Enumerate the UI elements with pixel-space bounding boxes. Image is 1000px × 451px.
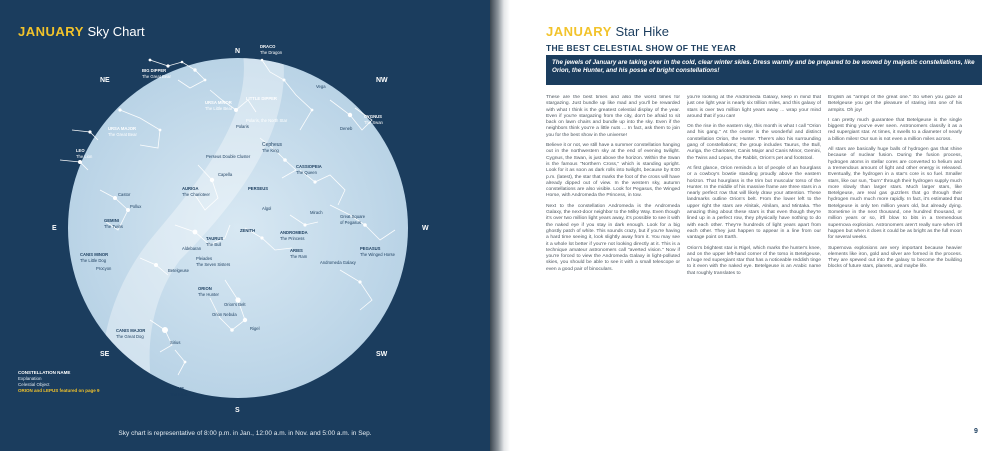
- label-orion: ORION: [198, 286, 212, 291]
- label-canis-major-sub: The Great Dog: [116, 334, 144, 339]
- text-column-1: [546, 95, 680, 405]
- label-taurus-sub: The Bull: [206, 242, 222, 247]
- label-leo: LEO: [76, 148, 85, 153]
- label-canis-minor: CANIS MINOR: [80, 252, 109, 257]
- label-ursa-major-sub: The Great Bear: [108, 132, 137, 137]
- label-aries: ARIES: [290, 248, 303, 253]
- label-deneb: Deneb: [340, 126, 353, 131]
- legend-explanation: Explanation: [18, 376, 42, 381]
- paragraph: I can pretty much guarantee that Betelgeuse is the single biggest thing you've ever seen. Astronomers classify it as a red supergiant star. At times, it swells to a diameter of nearly a billion miles! Our sun is not even a million miles across.: [828, 117, 962, 142]
- label-algol: Algol: [262, 206, 272, 211]
- label-cassiopeia: CASSIOPEIA: [296, 164, 322, 169]
- legend-object: Celestial Object: [18, 382, 50, 387]
- label-big-dipper-sub: The Great Bear: [142, 74, 171, 79]
- title-month: JANUARY: [546, 24, 612, 39]
- text-column-2: [687, 95, 821, 405]
- label-rigel: Rigel: [250, 326, 260, 331]
- paragraph: you're looking at the Andromeda Galaxy, keep in mind that just one light year is nearly six trillion miles, and this galaxy of stars is over two million light years away ... wrap your mind around that if you can!: [687, 95, 821, 119]
- paragraph: At first glance, Orion reminds a lot of people of an hourglass or a cowboy's bowtie standing proudly above the eastern horizon. That hourglass is the trim but muscular torso of the Hunter. In the middle of his massive frame are three stars in a nearly perfect row that will likely draw your attention. These landmarks outline Orion's belt. From the lower left to the upper right the stars are Alnitak, Alnilam, and Mintaka. The amazing thing about these stars is that even though they're lined up in a perfect row, they physically have nothing to do with each other. They're hundreds of light years apart from each other. They just happen to appear in a line from our vantage point on Earth.: [687, 165, 821, 241]
- compass-se: SE: [100, 351, 110, 358]
- compass-s: S: [235, 407, 240, 414]
- paragraph: Believe it or not, we still have a summer constellation hanging out in the northwestern sky at the end of evening twilight. Cygnus, the Swan, is just above the horizon. Within the Swan is the famous "Northern Cross," which is standing upright. Look for it as soon as dark rolls into twilight, because by 8:00 p.m. (latest), the star that marks the foot of the cross will have already dipped out of view. In the western sky, autumn constellations are also visible. Look for Pegasus, the Winged Horse, with Andromeda the Princess, in tow.: [546, 143, 680, 199]
- label-orion-sub: The Hunter: [198, 292, 219, 297]
- label-pegasus-sub: The Winged Horse: [360, 252, 395, 257]
- label-auriga: AURIGA: [182, 186, 199, 191]
- label-lepus-sub: The Hare: [170, 392, 188, 397]
- label-little-dipper: LITTLE DIPPER: [246, 96, 277, 101]
- label-ursa-minor: URSA MINOR: [205, 100, 232, 105]
- paragraph: On the rise in the eastern sky, this month is what I call "Orion and his gang." At the center is the wonderful and distinct constellation Orion, the Hunter. There's also his surrounding gang of constellations; the group includes Taurus, the Bull, Auriga, the Charioteer, Canis Major and Canis Minor, Gemini, the Twins and Lepus, the Rabbit, Orion's pet and footstool.: [687, 124, 821, 161]
- label-sirius: Sirius: [170, 340, 181, 345]
- compass-nw: NW: [376, 77, 388, 84]
- legend-featured: ORION and LEPUS featured on page 9: [18, 388, 100, 393]
- label-cygnus-sub: The Swan: [364, 120, 383, 125]
- label-pleiades: Pleiades: [196, 256, 213, 261]
- title-month: JANUARY: [18, 24, 84, 39]
- book-gutter: [490, 0, 510, 451]
- label-polaris: Polaris: [236, 124, 249, 129]
- paragraph: Next to the constellation Andromeda is the Andromeda Galaxy, the next-door neighbor to the Milky Way. Even though it's over two million light years away, it's possible to see it with the naked eye if you stay in dark enough. Look for a big ghostly patch of white. This sounds crazy, but if you're having a hard time seeing it, look slightly away from it. You may see it a whole lot better if you're not looking directly at it. This is a technique amateur astronomers call "averted vision." Now if you're forced to view the Andromeda Galaxy in light-polluted skies, you should be able to see it with a small telescope or even a good pair of binoculars.: [546, 203, 680, 272]
- compass-w: W: [422, 225, 429, 232]
- label-gemini: GEMINI: [104, 218, 119, 223]
- label-aldebaran: Aldebaran: [182, 246, 202, 251]
- label-cepheus: Cepheus: [262, 142, 283, 148]
- paragraph: All stars are basically huge balls of hydrogen gas that shine because of nuclear fusion. During the fusion process, hydrogen atoms in stellar cores are converted to helium and a tremendous amount of light and other energy is released. Eventually, the hydrogen in a star's core is so fuel. Smaller stars, like our sun, "burn" through their hydrogen supply much more slowly than larger stars. Much larger stars, like Betelgeuse, are real gas guzzlers that go through their hydrogen much much more rapidly. In fact, it's estimated that Betelgeuse is only ten million years old, but already dying. Sometime in the next thousand, one hundred thousand, or million years or so, it'll blow to bits in a tremendous supernova explosion. Astronomers aren't really sure when it'll happen but when it does it could be as bright as the full moon for several weeks.: [828, 147, 962, 241]
- label-big-dipper: BIG DIPPER: [142, 68, 167, 73]
- label-orion-nebula: Orion Nebula: [212, 312, 237, 317]
- intro-box: The jewels of January are taking over in the cold, clear winter skies. Dress warmly and be prepared to be wowed by majestic constellations, like Orion, the Hunter, and his posse of bright constellations!: [546, 55, 982, 85]
- label-capella: Capella: [218, 172, 233, 177]
- paragraph: These are the best times and also the worst times for stargazing. Just bundle up like mad and you'll be rewarded with what I think is the greatest celestial display of the year. Even if you're stargazing from the city, don't be afraid to sit back on lawn chairs and bundle up into the sky. Even if the neighbors think you're a little nuts ... In fact, ask them to join you for the best show in the universe!: [546, 95, 680, 138]
- star-hike-title: [546, 24, 669, 39]
- star-hike-page: [510, 0, 1000, 451]
- label-mirach: Mirach: [310, 210, 323, 215]
- label-betelgeuse: Betelgeuse: [168, 268, 189, 273]
- label-cepheus-sub: The King: [262, 148, 279, 153]
- label-taurus: TAURUS: [206, 236, 224, 241]
- label-andromeda: ANDROMEDA: [280, 230, 308, 235]
- label-andromeda-sub: The Princess: [280, 236, 305, 241]
- label-canis-major: CANIS MAJOR: [116, 328, 146, 333]
- compass-e: E: [52, 225, 57, 232]
- title-text: Sky Chart: [87, 24, 145, 39]
- label-aries-sub: The Ram: [290, 254, 308, 259]
- label-pleiades-sub: The Seven Sisters: [196, 262, 231, 267]
- label-zenith: ZENITH: [240, 228, 256, 233]
- label-auriga-sub: The Charioteer: [182, 192, 210, 197]
- label-draco-sub: The Dragon: [260, 50, 283, 55]
- label-perseus: PERSEUS: [248, 186, 269, 191]
- label-pegasus: PEGASUS: [360, 246, 381, 251]
- chart-caption: Sky chart is representative of 8:00 p.m. in Jan., 12:00 a.m. in Nov. and 5:00 a.m. in Sep.: [118, 430, 372, 437]
- text-column-3: [828, 95, 962, 405]
- subtitle: THE BEST CELESTIAL SHOW OF THE YEAR: [546, 43, 737, 53]
- label-ursa-major: URSA MAJOR: [108, 126, 136, 131]
- label-draco: DRACO: [260, 44, 276, 49]
- title-text: Star Hike: [615, 24, 669, 39]
- label-pollux: Pollux: [130, 204, 142, 209]
- label-vega: Vega: [316, 84, 326, 89]
- label-cassiopeia-sub: The Queen: [296, 170, 317, 175]
- paragraph: Orion's brightest star is Rigel, which marks the hunter's knee, and on the upper left-hand corner of the torso is Betelgeuse, a huge red supergiant star that has a noticeable reddish tinge to it even with the naked eye. Betelgeuse is an Arabic name that roughly translates to: [687, 245, 821, 276]
- label-little-dipper-sub: Polaris, the North Star: [246, 118, 288, 123]
- label-procyon: Procyon: [96, 266, 112, 271]
- compass-ne: NE: [100, 77, 110, 84]
- compass-n: N: [235, 48, 241, 55]
- chart-legend: [18, 370, 100, 394]
- label-great-square: Great Square: [340, 214, 366, 219]
- label-canis-minor-sub: The Little Dog: [80, 258, 107, 263]
- legend-constellation: CONSTELLATION NAME: [18, 370, 71, 375]
- label-great-square-sub: of Pegasus: [340, 220, 361, 225]
- label-castor: Castor: [118, 192, 131, 197]
- page-number: 9: [974, 428, 978, 435]
- label-leo-sub: The Lion: [76, 154, 93, 159]
- sky-chart-page: [0, 0, 490, 451]
- label-andromeda-galaxy: Andromeda Galaxy: [320, 260, 356, 265]
- label-gemini-sub: The Twins: [104, 224, 124, 229]
- label-double-cluster: Perseus Double Cluster: [206, 154, 251, 159]
- paragraph: Supernova explosions are very important because heavier elements like iron, gold and silver are formed in the process. They are spewed out into the galaxy to become the building blocks of future stars, planets, and maybe life.: [828, 245, 962, 270]
- label-cygnus: CYGNUS: [364, 114, 382, 119]
- paragraph: English as "armpit of the great one." So when you gaze at Betelgeuse you get the pleasure of staring into one of his armpits. Oh joy!: [828, 95, 962, 113]
- label-lepus: LEPUS: [170, 386, 184, 391]
- compass-sw: SW: [376, 351, 388, 358]
- label-ursa-minor-sub: The Little Bear: [205, 106, 233, 111]
- label-orions-belt: Orion's Belt: [224, 302, 246, 307]
